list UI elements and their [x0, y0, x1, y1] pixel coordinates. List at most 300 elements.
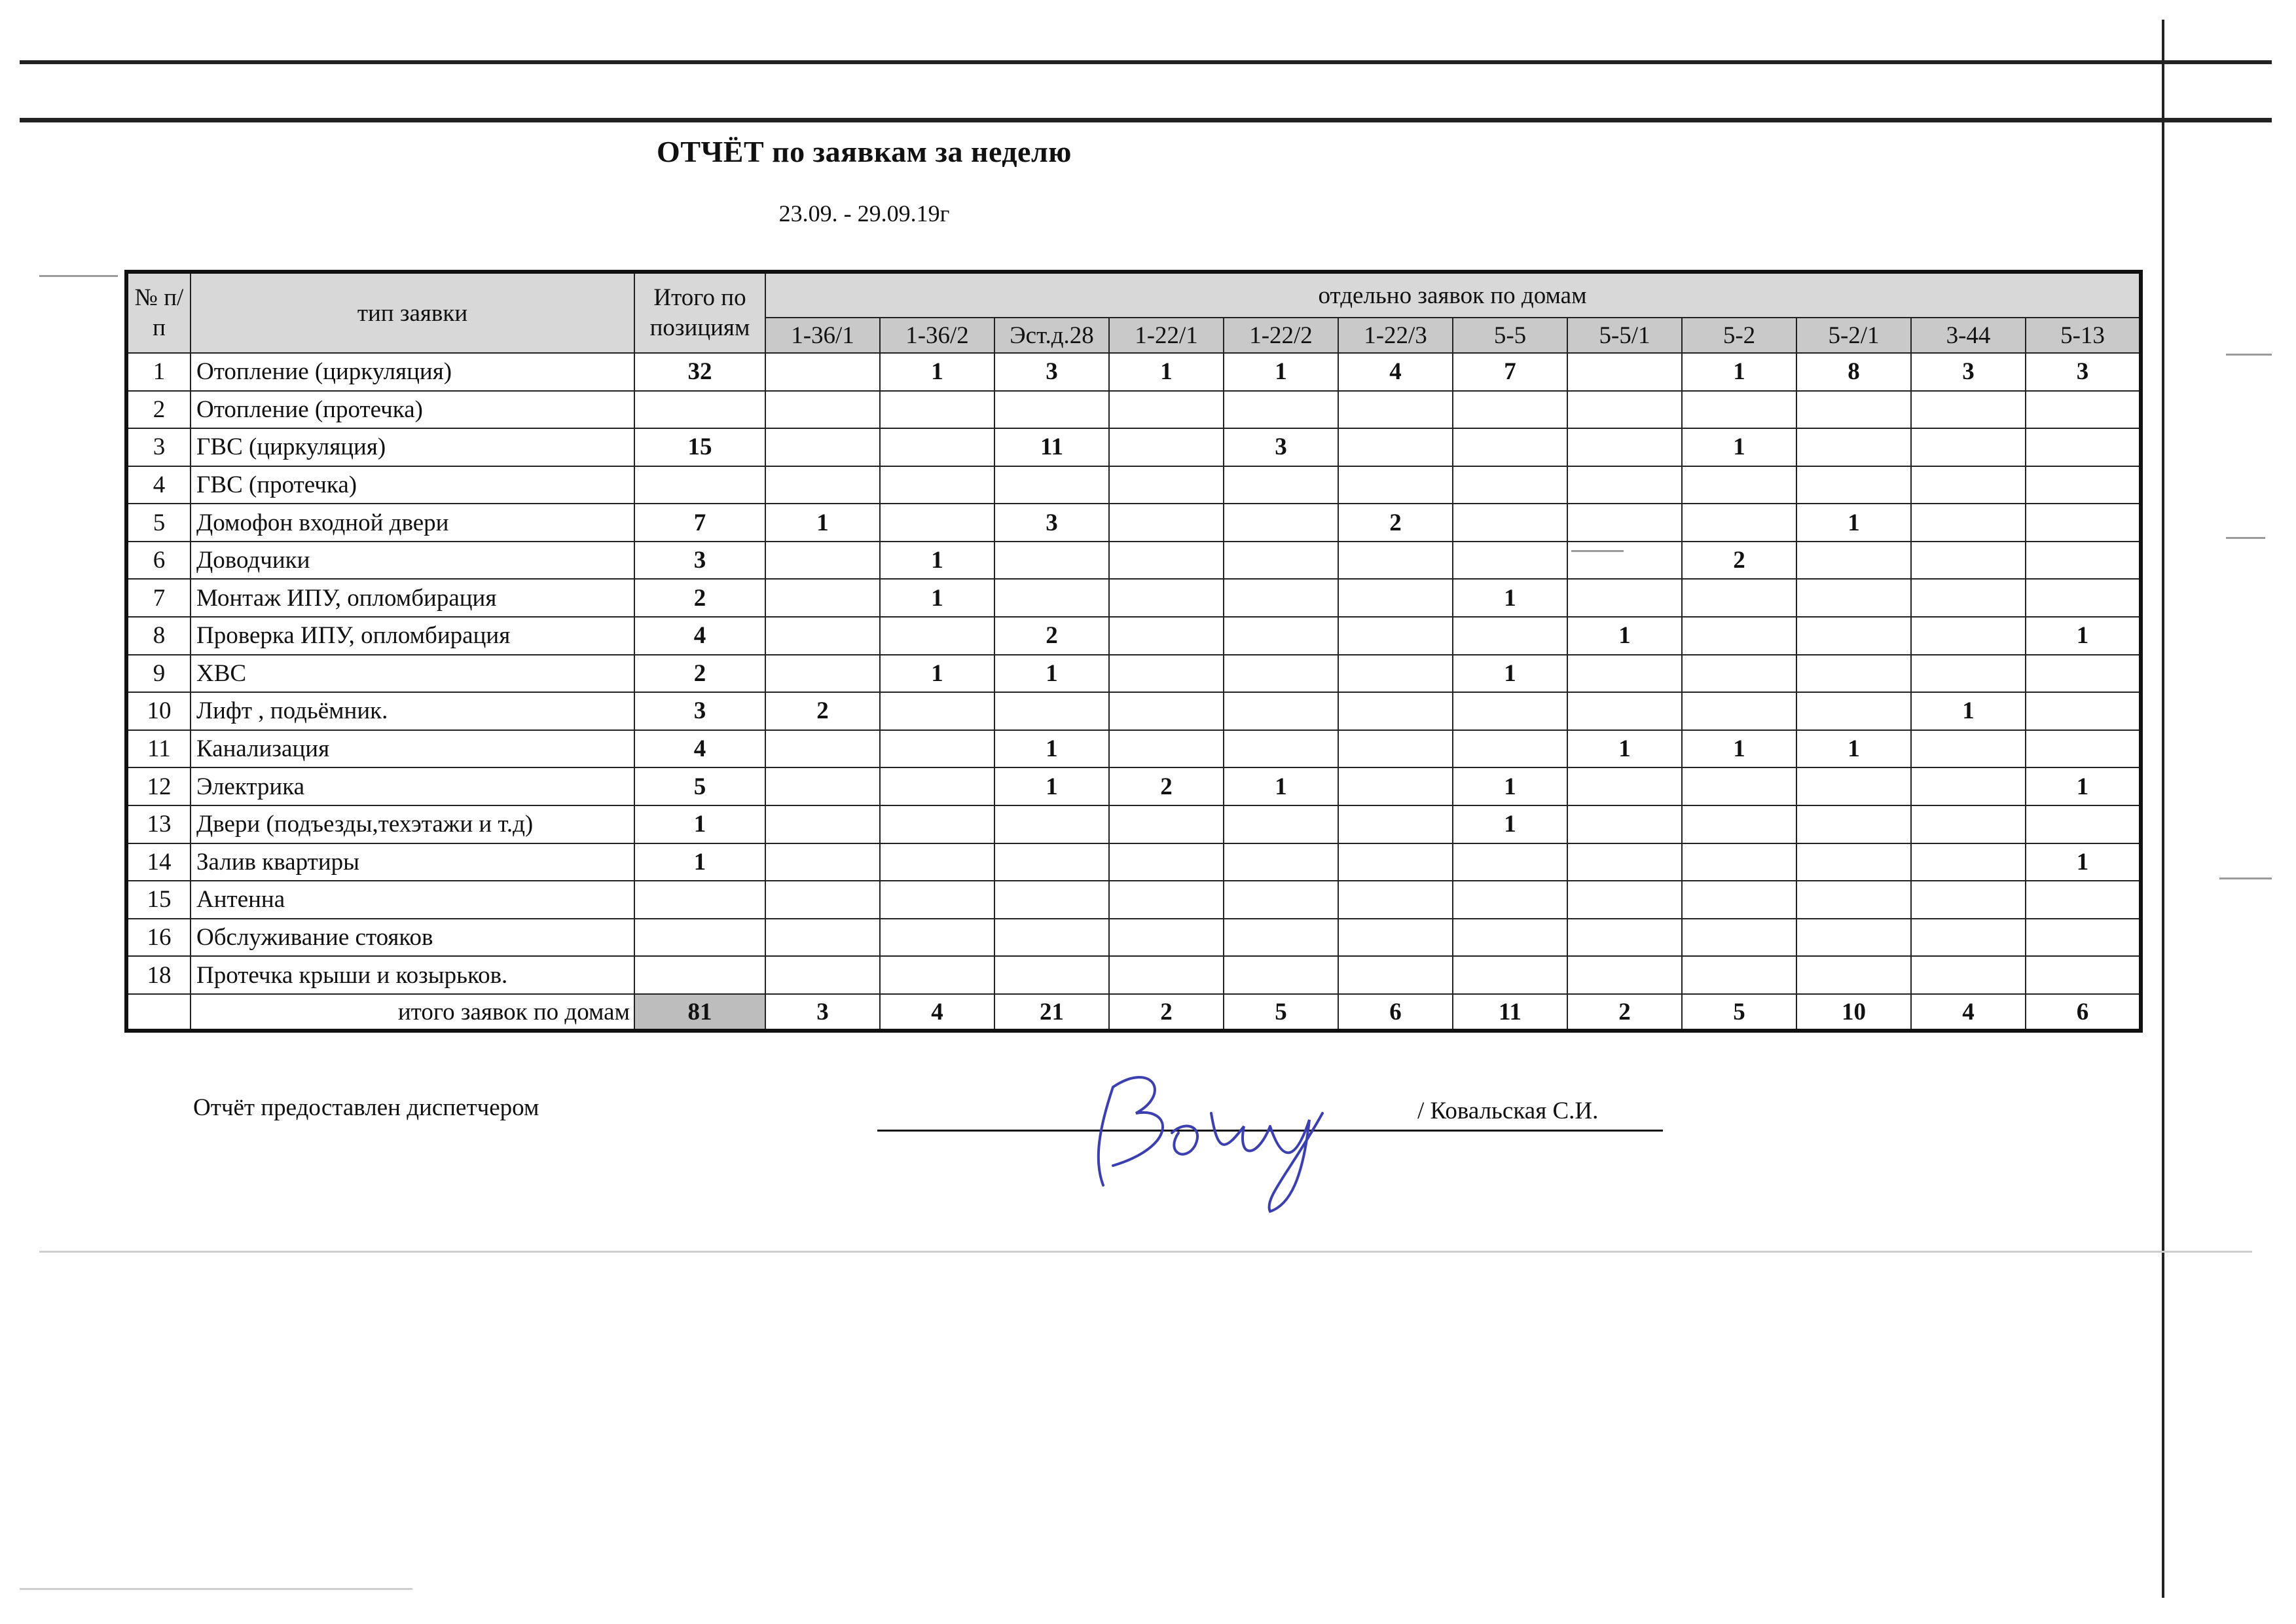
row-house-value	[1338, 843, 1453, 881]
row-house-value: 1	[1453, 655, 1567, 693]
row-num: 4	[126, 466, 191, 504]
row-house-value	[2026, 692, 2141, 730]
row-house-value	[1911, 843, 2026, 881]
row-house-value	[2026, 655, 2141, 693]
row-house-value	[1796, 617, 1911, 655]
row-house-value	[1796, 655, 1911, 693]
row-house-value	[994, 956, 1109, 994]
table-row	[126, 428, 2141, 466]
row-house-value: 8	[1796, 353, 1911, 391]
row-house-value	[1567, 805, 1682, 843]
row-house-value	[1109, 428, 1224, 466]
row-house-value	[1682, 843, 1796, 881]
row-house-value	[1224, 542, 1338, 580]
row-house-value	[994, 466, 1109, 504]
row-house-value	[1682, 919, 1796, 957]
row-num: 18	[126, 956, 191, 994]
row-house-value: 1	[880, 579, 994, 617]
row-house-value	[1224, 881, 1338, 919]
row-house-value	[1338, 881, 1453, 919]
row-house-value	[765, 542, 880, 580]
row-total	[634, 956, 765, 994]
header-house: 5-5	[1453, 318, 1567, 353]
row-house-value	[1911, 504, 2026, 542]
row-house-value	[1453, 617, 1567, 655]
row-num: 2	[126, 391, 191, 429]
row-house-value	[1453, 730, 1567, 768]
row-house-value	[1224, 919, 1338, 957]
row-house-value	[1796, 956, 1911, 994]
row-house-value	[880, 391, 994, 429]
row-type: ГВС (протечка)	[191, 466, 634, 504]
row-house-value	[1911, 466, 2026, 504]
row-house-value	[1911, 881, 2026, 919]
row-house-value	[1338, 956, 1453, 994]
row-house-value: 1	[880, 353, 994, 391]
row-type: Залив квартиры	[191, 843, 634, 881]
row-house-value	[1911, 956, 2026, 994]
row-house-value: 1	[1453, 579, 1567, 617]
handwritten-signature	[1074, 1035, 1388, 1218]
row-house-value	[1567, 956, 1682, 994]
row-house-value	[1796, 881, 1911, 919]
row-house-value	[1453, 391, 1567, 429]
row-type: ХВС	[191, 655, 634, 693]
row-house-value	[1567, 881, 1682, 919]
row-num: 15	[126, 881, 191, 919]
row-house-value	[1796, 919, 1911, 957]
row-house-value	[1567, 504, 1682, 542]
row-house-value	[2026, 542, 2141, 580]
row-total: 3	[634, 542, 765, 580]
row-type: ГВС (циркуляция)	[191, 428, 634, 466]
row-house-value	[1224, 579, 1338, 617]
row-house-value	[765, 466, 880, 504]
row-house-value	[1224, 730, 1338, 768]
row-type: Отопление (протечка)	[191, 391, 634, 429]
scan-rule-top	[20, 60, 2272, 64]
row-num: 16	[126, 919, 191, 957]
report-table	[124, 270, 2143, 1033]
row-house-value	[1453, 956, 1567, 994]
row-house-value	[1338, 428, 1453, 466]
row-house-value	[1453, 542, 1567, 580]
scan-dash	[2226, 354, 2272, 356]
row-house-value	[880, 617, 994, 655]
row-house-value: 2	[1109, 767, 1224, 805]
row-house-value	[1338, 692, 1453, 730]
row-house-value	[765, 843, 880, 881]
row-num: 7	[126, 579, 191, 617]
row-house-value	[994, 843, 1109, 881]
row-house-value: 1	[2026, 843, 2141, 881]
row-house-value	[2026, 881, 2141, 919]
row-house-value	[880, 805, 994, 843]
table-row	[126, 542, 2141, 580]
row-total	[634, 391, 765, 429]
row-house-value: 1	[765, 504, 880, 542]
report-period: 23.09. - 29.09.19г	[778, 200, 950, 227]
row-house-value	[1911, 617, 2026, 655]
row-house-value	[765, 353, 880, 391]
row-house-value	[2026, 579, 2141, 617]
row-house-value	[1911, 805, 2026, 843]
row-house-value	[1682, 805, 1796, 843]
row-house-value: 1	[1453, 767, 1567, 805]
row-house-value	[1338, 730, 1453, 768]
row-house-value	[880, 956, 994, 994]
row-house-value	[1567, 767, 1682, 805]
row-house-value	[1911, 655, 2026, 693]
row-house-value	[1109, 504, 1224, 542]
row-house-value	[2026, 730, 2141, 768]
table-row	[126, 919, 2141, 957]
row-house-value	[1453, 466, 1567, 504]
row-house-value: 1	[1682, 353, 1796, 391]
row-type: Электрика	[191, 767, 634, 805]
table-row	[126, 843, 2141, 881]
row-total: 5	[634, 767, 765, 805]
totals-house-value: 2	[1109, 994, 1224, 1031]
row-house-value	[880, 919, 994, 957]
totals-house-value: 5	[1682, 994, 1796, 1031]
row-house-value	[1567, 353, 1682, 391]
row-house-value	[2026, 805, 2141, 843]
row-type: Антенна	[191, 881, 634, 919]
row-house-value	[1338, 617, 1453, 655]
header-num: № п/п	[126, 272, 191, 353]
row-house-value: 2	[765, 692, 880, 730]
row-house-value: 1	[1224, 767, 1338, 805]
totals-num-cell	[126, 994, 191, 1031]
row-house-value	[1567, 466, 1682, 504]
row-house-value	[1224, 805, 1338, 843]
header-total: Итого по позициям	[634, 272, 765, 353]
row-house-value	[1796, 767, 1911, 805]
row-house-value	[1682, 692, 1796, 730]
row-type: Протечка крыши и козырьков.	[191, 956, 634, 994]
row-house-value	[1338, 805, 1453, 843]
row-house-value	[1796, 391, 1911, 429]
row-house-value: 3	[994, 353, 1109, 391]
row-house-value	[1338, 579, 1453, 617]
row-num: 10	[126, 692, 191, 730]
row-house-value	[880, 843, 994, 881]
row-house-value	[1682, 881, 1796, 919]
row-type: Монтаж ИПУ, опломбирация	[191, 579, 634, 617]
row-house-value	[765, 617, 880, 655]
scan-dash	[2219, 877, 2272, 879]
footer-label: Отчёт предоставлен диспетчером	[193, 1094, 539, 1121]
row-house-value	[2026, 956, 2141, 994]
row-house-value	[1109, 843, 1224, 881]
row-house-value	[1453, 504, 1567, 542]
scan-dash	[2226, 537, 2265, 539]
totals-house-value: 2	[1567, 994, 1682, 1031]
table-row	[126, 805, 2141, 843]
row-house-value	[1567, 919, 1682, 957]
row-house-value	[1224, 617, 1338, 655]
row-house-value	[1453, 881, 1567, 919]
row-house-value	[1682, 956, 1796, 994]
row-total: 7	[634, 504, 765, 542]
row-total: 2	[634, 579, 765, 617]
grand-total: 81	[634, 994, 765, 1031]
row-total: 1	[634, 843, 765, 881]
row-house-value	[1224, 956, 1338, 994]
row-house-value: 1	[1911, 692, 2026, 730]
row-type: Доводчики	[191, 542, 634, 580]
row-house-value	[1911, 767, 2026, 805]
row-house-value: 1	[994, 767, 1109, 805]
totals-house-value: 4	[1911, 994, 2026, 1031]
row-house-value	[765, 730, 880, 768]
row-house-value: 7	[1453, 353, 1567, 391]
row-house-value	[880, 767, 994, 805]
row-house-value: 1	[1567, 617, 1682, 655]
row-num: 14	[126, 843, 191, 881]
row-house-value	[1567, 579, 1682, 617]
row-house-value	[880, 504, 994, 542]
row-num: 12	[126, 767, 191, 805]
row-house-value	[765, 655, 880, 693]
row-house-value: 1	[994, 730, 1109, 768]
row-type: Канализация	[191, 730, 634, 768]
row-num: 9	[126, 655, 191, 693]
table-row	[126, 692, 2141, 730]
row-house-value	[765, 919, 880, 957]
table-row	[126, 466, 2141, 504]
row-house-value	[1224, 504, 1338, 542]
row-house-value	[994, 542, 1109, 580]
row-house-value	[1796, 579, 1911, 617]
row-num: 11	[126, 730, 191, 768]
row-total	[634, 919, 765, 957]
row-num: 5	[126, 504, 191, 542]
header-houses-group: отдельно заявок по домам	[765, 272, 2141, 318]
row-house-value: 1	[2026, 767, 2141, 805]
row-house-value	[1911, 919, 2026, 957]
totals-house-value: 3	[765, 994, 880, 1031]
row-house-value	[1567, 655, 1682, 693]
row-house-value: 4	[1338, 353, 1453, 391]
row-house-value	[994, 881, 1109, 919]
table-row	[126, 730, 2141, 768]
row-house-value	[880, 692, 994, 730]
row-house-value: 1	[2026, 617, 2141, 655]
row-house-value	[765, 881, 880, 919]
row-house-value	[880, 428, 994, 466]
row-house-value	[1682, 579, 1796, 617]
row-house-value	[1453, 692, 1567, 730]
row-total	[634, 466, 765, 504]
header-house: 5-13	[2026, 318, 2141, 353]
row-house-value: 2	[1338, 504, 1453, 542]
row-house-value	[1796, 843, 1911, 881]
row-house-value: 2	[1682, 542, 1796, 580]
scan-dash	[39, 275, 118, 277]
row-house-value	[1567, 542, 1682, 580]
row-house-value	[1338, 919, 1453, 957]
row-house-value	[1338, 542, 1453, 580]
row-num: 1	[126, 353, 191, 391]
row-house-value	[1567, 843, 1682, 881]
row-house-value	[994, 579, 1109, 617]
header-type: тип заявки	[191, 272, 634, 353]
row-house-value	[1338, 767, 1453, 805]
row-total: 2	[634, 655, 765, 693]
row-house-value	[765, 391, 880, 429]
row-house-value	[1682, 617, 1796, 655]
row-house-value	[765, 428, 880, 466]
row-total: 32	[634, 353, 765, 391]
row-num: 8	[126, 617, 191, 655]
row-house-value	[1109, 956, 1224, 994]
row-house-value	[994, 919, 1109, 957]
row-house-value: 1	[1796, 504, 1911, 542]
signer-name: / Ковальская С.И.	[1417, 1098, 1599, 1124]
row-house-value	[994, 692, 1109, 730]
row-type: Обслуживание стояков	[191, 919, 634, 957]
header-house: 1-36/1	[765, 318, 880, 353]
row-house-value	[1796, 428, 1911, 466]
row-house-value	[1109, 579, 1224, 617]
row-house-value: 11	[994, 428, 1109, 466]
row-house-value: 3	[994, 504, 1109, 542]
row-house-value	[1109, 881, 1224, 919]
row-house-value	[1224, 466, 1338, 504]
row-house-value: 2	[994, 617, 1109, 655]
row-type: Отопление (циркуляция)	[191, 353, 634, 391]
row-house-value	[880, 466, 994, 504]
row-house-value	[1109, 805, 1224, 843]
row-house-value	[1911, 428, 2026, 466]
row-house-value	[994, 391, 1109, 429]
totals-house-value: 4	[880, 994, 994, 1031]
row-total: 4	[634, 617, 765, 655]
header-house: 5-5/1	[1567, 318, 1682, 353]
table-row	[126, 655, 2141, 693]
row-house-value	[1567, 692, 1682, 730]
table-row	[126, 617, 2141, 655]
row-house-value	[1567, 428, 1682, 466]
row-house-value	[994, 805, 1109, 843]
header-house: 1-22/1	[1109, 318, 1224, 353]
row-house-value: 1	[880, 542, 994, 580]
totals-house-value: 10	[1796, 994, 1911, 1031]
row-house-value	[1682, 655, 1796, 693]
totals-house-value: 21	[994, 994, 1109, 1031]
row-house-value	[1453, 428, 1567, 466]
row-house-value	[2026, 428, 2141, 466]
scan-dash	[39, 1251, 2252, 1253]
row-total: 1	[634, 805, 765, 843]
row-house-value: 3	[2026, 353, 2141, 391]
row-house-value	[1224, 692, 1338, 730]
row-total	[634, 881, 765, 919]
header-house: 3-44	[1911, 318, 2026, 353]
row-house-value: 1	[1682, 428, 1796, 466]
scan-dash	[20, 1588, 412, 1590]
table-row	[126, 504, 2141, 542]
totals-house-value: 6	[1338, 994, 1453, 1031]
table-row	[126, 881, 2141, 919]
row-total: 3	[634, 692, 765, 730]
header-house: 1-22/2	[1224, 318, 1338, 353]
row-house-value	[880, 730, 994, 768]
row-house-value	[765, 767, 880, 805]
row-house-value	[880, 881, 994, 919]
row-total: 15	[634, 428, 765, 466]
row-house-value	[2026, 504, 2141, 542]
row-house-value	[1109, 730, 1224, 768]
row-num: 6	[126, 542, 191, 580]
row-type: Двери (подъезды,техэтажи и т.д)	[191, 805, 634, 843]
table-row	[126, 956, 2141, 994]
row-house-value	[1224, 655, 1338, 693]
table-row	[126, 391, 2141, 429]
header-house: Эст.д.28	[994, 318, 1109, 353]
report-title: ОТЧЁТ по заявкам за неделю	[657, 135, 1072, 168]
row-num: 3	[126, 428, 191, 466]
row-house-value	[2026, 391, 2141, 429]
scan-margin-line	[2162, 20, 2164, 1598]
row-house-value	[1796, 542, 1911, 580]
row-house-value	[1109, 919, 1224, 957]
row-house-value: 3	[1911, 353, 2026, 391]
row-house-value	[1109, 391, 1224, 429]
row-house-value	[1109, 542, 1224, 580]
row-house-value: 1	[1682, 730, 1796, 768]
table-row	[126, 767, 2141, 805]
row-house-value	[1338, 655, 1453, 693]
row-num: 13	[126, 805, 191, 843]
row-type: Домофон входной двери	[191, 504, 634, 542]
row-house-value	[1796, 466, 1911, 504]
row-house-value	[765, 956, 880, 994]
row-house-value: 3	[1224, 428, 1338, 466]
totals-house-value: 5	[1224, 994, 1338, 1031]
row-house-value	[2026, 466, 2141, 504]
totals-house-value: 11	[1453, 994, 1567, 1031]
row-house-value	[1911, 542, 2026, 580]
table-row	[126, 579, 2141, 617]
row-house-value: 1	[880, 655, 994, 693]
row-house-value	[1224, 843, 1338, 881]
row-house-value	[1682, 466, 1796, 504]
row-house-value	[1109, 466, 1224, 504]
row-house-value	[1796, 692, 1911, 730]
row-house-value: 1	[1796, 730, 1911, 768]
row-house-value: 1	[1109, 353, 1224, 391]
row-type: Проверка ИПУ, опломбирация	[191, 617, 634, 655]
row-house-value: 1	[1224, 353, 1338, 391]
row-house-value: 1	[1453, 805, 1567, 843]
row-house-value	[1567, 391, 1682, 429]
row-house-value	[1911, 391, 2026, 429]
row-house-value	[1109, 692, 1224, 730]
row-house-value	[1338, 391, 1453, 429]
row-house-value	[1682, 504, 1796, 542]
header-house: 5-2	[1682, 318, 1796, 353]
scan-rule-header	[20, 118, 2272, 122]
row-house-value: 1	[1567, 730, 1682, 768]
row-house-value	[1109, 617, 1224, 655]
row-house-value	[1453, 919, 1567, 957]
table-row	[126, 353, 2141, 391]
header-house: 1-22/3	[1338, 318, 1453, 353]
row-house-value: 1	[994, 655, 1109, 693]
